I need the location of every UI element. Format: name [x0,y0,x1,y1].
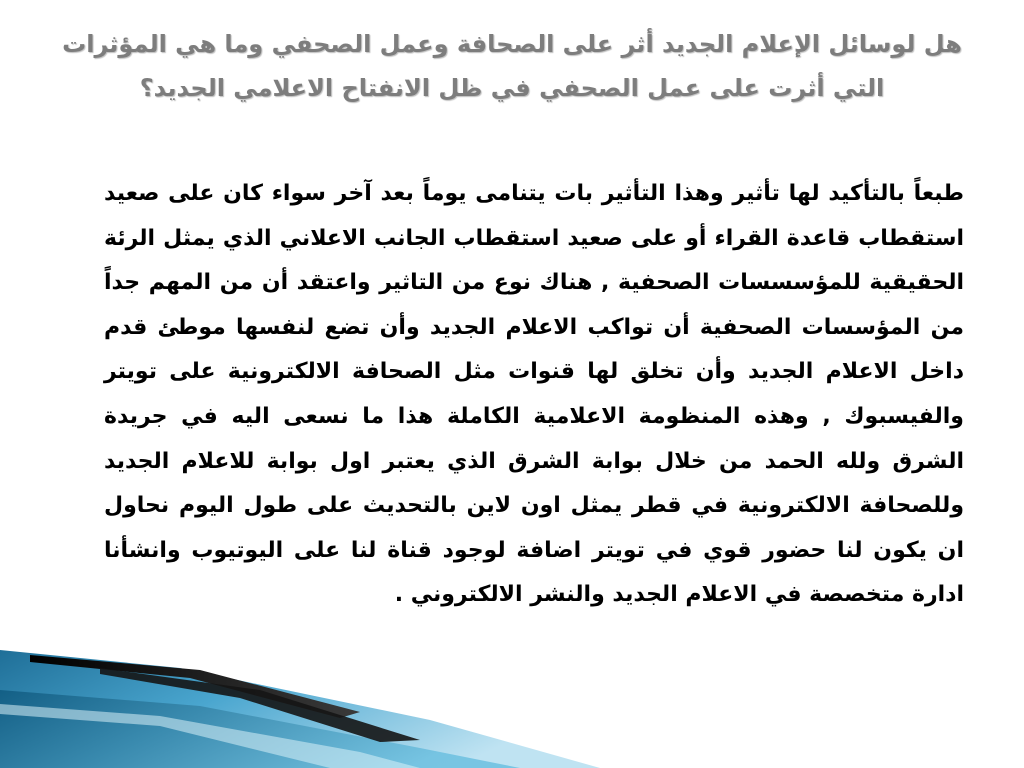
slide-title: هل لوسائل الإعلام الجديد أثر على الصحافة وعمل الصحفي وما هي المؤثرات التي أثرت على عمل الصحفي في ظل الانفتاح الاعلامي الجديد؟ [62,30,962,102]
slide-body-paragraph: طبعاً بالتأكيد لها تأثير وهذا التأثير بات يتنامى يوماً بعد آخر سواء كان على صعيد استقطاب قاعدة القراء أو على صعيد استقطاب الجانب الاعلاني الذي يمثل الرئة الحقيقية للمؤسسسات الصحفية , هناك نوع من التاثير واعتقد أن من المهم جداً من المؤسسات الصحفية أن تواكب الاعلام الجديد وأن تضع لنفسها موطئ قدم داخل الاعلام الجديد وأن تخلق لها قنوات مثل الصحافة الالكترونية على تويتر والفيسبوك , وهذه المنظومة الاعلامية الكاملة هذا ما نسعى اليه في جريدة الشرق ولله الحمد من خلال بوابة الشرق الذي يعتبر اول بوابة للاعلام الجديد وللصحافة الالكترونية في قطر يمثل اون لاين بالتحديث على طول اليوم نحاول ان يكون لنا حضور قوي في تويتر اضافة لوجود قناة لنا على اليوتيوب وانشأنا ادارة متخصصة في الاعلام الجديد والنشر الالكتروني . [104,181,964,608]
